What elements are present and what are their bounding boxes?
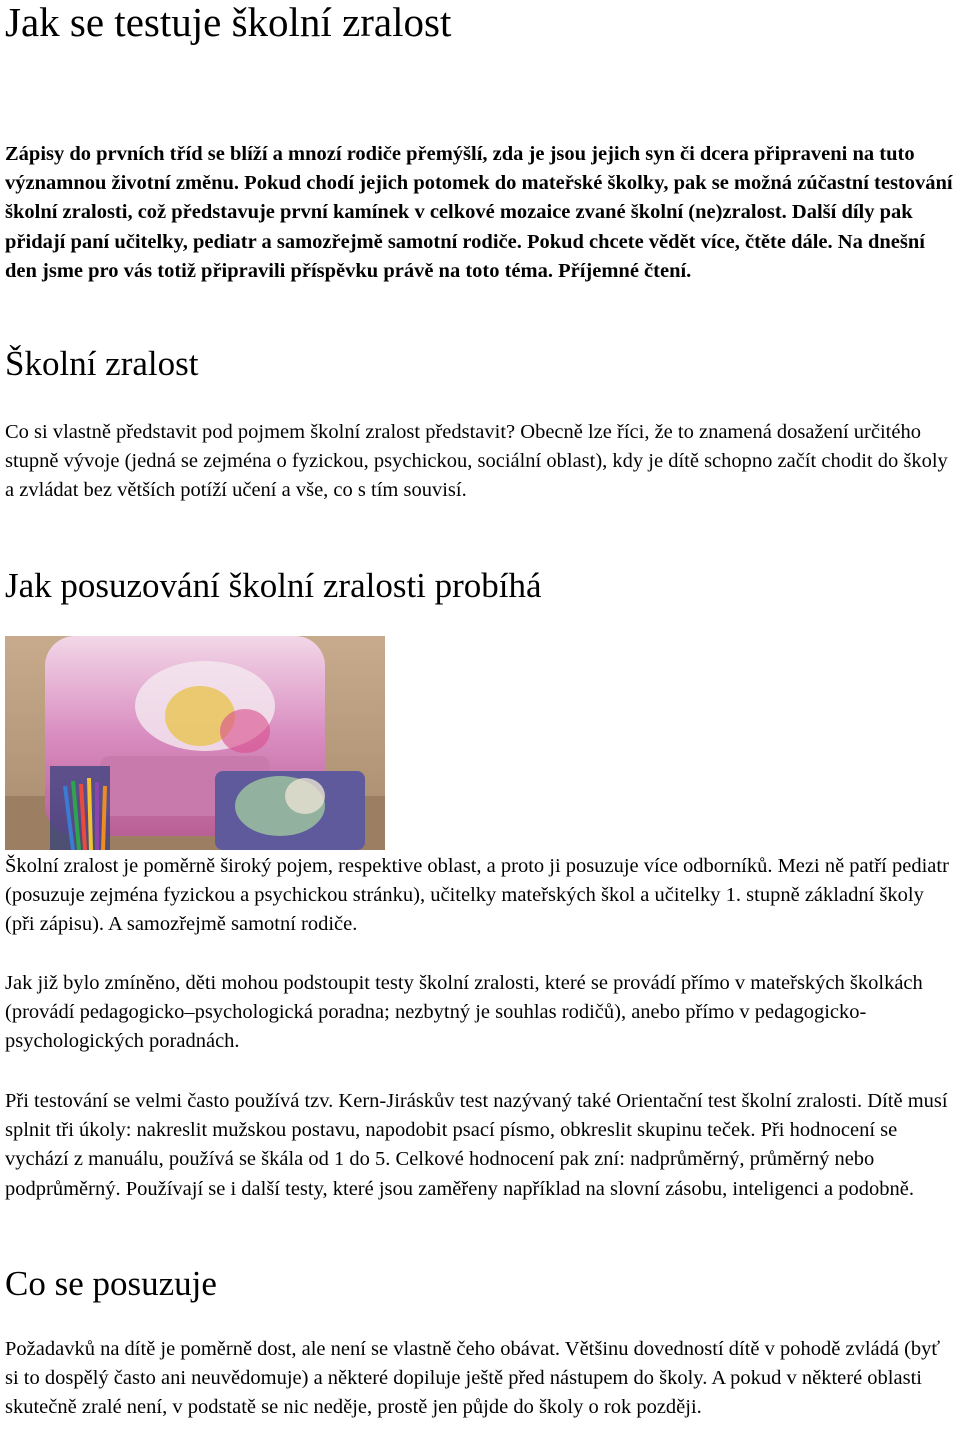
section-heading-jak-posuzovani: Jak posuzování školní zralosti probíhá <box>5 566 542 605</box>
section-paragraph: Při testování se velmi často používá tzv. Kern-Jiráskův test nazývaný také Orientační test školní zralosti. Dítě musí splnit tři úkoly: nakreslit mužskou postavu, napodobit psací písmo, obkreslit skupinu teček. Při hodnocení se vychází z manuálu, používá se škála od 1 do 5. Celkové hodnocení pak zní: nadprůměrný, průměrný nebo podprůměrný. Používají se i další testy, které jsou zaměřeny například na slovní zásobu, inteligenci a podobně. <box>5 1090 948 1200</box>
section-paragraph: Co si vlastně představit pod pojmem školní zralost představit? Obecně lze říci, že to znamená dosažení určitého stupně vývoje (jedná se zejména o fyzickou, psychickou, sociální oblast), kdy je dítě schopno začít chodit do školy a zvládat bez větších potíží učení a vše, co s tím souvisí. <box>5 421 948 502</box>
section-heading-co-se-posuzuje: Co se posuzuje <box>5 1264 217 1303</box>
section-paragraph: Školní zralost je poměrně široký pojem, respektive oblast, a proto ji posuzuje více odborníků. Mezi ně patří pediatr (posuzuje zejména fyzickou a psychickou stránku), učitelky mateřských škol a učitelky 1. stupně základní školy (při zápisu). A samozřejmě samotní rodiče. <box>5 855 949 936</box>
school-supplies-photo <box>5 636 385 850</box>
section-paragraph: Jak již bylo zmíněno, děti mohou podstoupit testy školní zralosti, které se provádí přímo v mateřských školkách (provádí pedagogicko–psychologická poradna; nezbytný je souhlas rodičů), anebo přímo v pedagogicko- psychologických poradnách. <box>5 972 923 1053</box>
article-lead: Zápisy do prvních tříd se blíží a mnozí rodiče přemýšlí, zda je jsou jejich syn či dcera připraveni na tuto významnou životní změnu. Pokud chodí jejich potomek do mateřské školky, pak se možná zúčastní testování školní zralosti, což představuje první kamínek v celkové mozaice zvané školní (ne)zralost. Další díly pak přidají paní učitelky, pediatr a samozřejmě samotní rodiče. Pokud chcete vědět více, čtěte dále. Na dnešní den jsme pro vás totiž připravili příspěvku právě na toto téma. Příjemné čtení. <box>5 143 953 282</box>
section-heading-skolni-zralost: Školní zralost <box>5 344 199 383</box>
section-paragraph: Požadavků na dítě je poměrně dost, ale není se vlastně čeho obávat. Většinu dovedností dítě v pohodě zvládá (byť si to dospělý často ani neuvědomuje) a některé dopiluje ještě před nástupem do školy. A pokud v některé oblasti skutečně zralé není, v podstatě se nic neděje, prostě jen půjde do školy o rok později. <box>5 1338 941 1419</box>
page-title: Jak se testuje školní zralost <box>5 0 452 45</box>
